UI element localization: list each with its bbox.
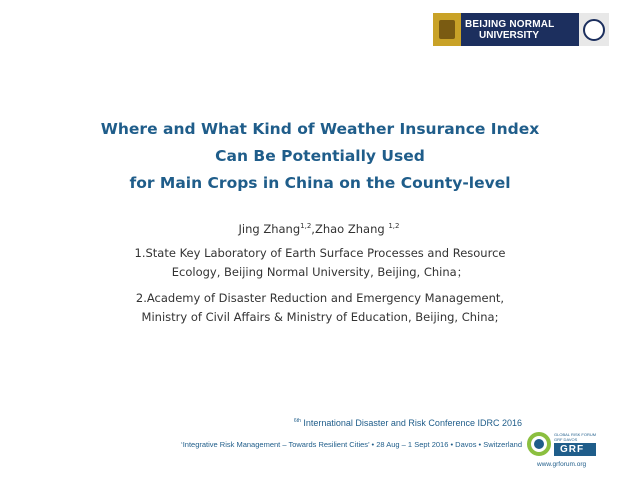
title-line-1: Where and What Kind of Weather Insurance Index xyxy=(100,120,540,138)
title-line-2: Can Be Potentially Used xyxy=(215,147,425,165)
slide-title xyxy=(40,116,600,197)
grf-label: GRF xyxy=(554,443,596,456)
author-1-affiliation-marker: 1,2 xyxy=(300,222,312,230)
author-2-name: Zhao Zhang xyxy=(314,222,389,236)
conference-subtitle: ‘Integrative Risk Management – Towards Resilient Cities’ • 28 Aug – 1 Sept 2016 • Davos • Switzerland xyxy=(181,440,522,449)
bnu-logo-text xyxy=(461,19,579,41)
author-2-affiliation-marker: 1,2 xyxy=(388,222,400,230)
bnu-logo-line1: BEIJING NORMAL xyxy=(465,18,555,30)
bnu-seal-icon xyxy=(579,13,609,46)
grf-small-line-2: GRF DAVOS xyxy=(554,437,578,442)
affiliation-2 xyxy=(60,289,580,327)
conference-title xyxy=(294,418,522,428)
grf-logo-text xyxy=(554,432,596,456)
bnu-logo-line2: UNIVERSITY xyxy=(479,29,540,41)
bnu-emblem-icon xyxy=(433,13,461,46)
conference-name: International Disaster and Risk Conference IDRC 2016 xyxy=(300,418,522,428)
grf-small-line-1: GLOBAL RISK FORUM xyxy=(554,432,597,437)
grf-logo xyxy=(527,428,609,460)
title-line-3: for Main Crops in China on the County-level xyxy=(129,174,511,192)
affiliation-1-line-1: 1.State Key Laboratory of Earth Surface Processes and Resource xyxy=(134,246,506,260)
affiliation-1-line-2: Ecology, Beijing Normal University, Beijing, China； xyxy=(171,265,469,279)
affiliation-2-line-2: Ministry of Civil Affairs & Ministry of Education, Beijing, China; xyxy=(141,310,499,324)
affiliation-1 xyxy=(60,244,580,282)
grf-globe-icon xyxy=(527,432,551,456)
beijing-normal-university-logo xyxy=(433,13,609,46)
grf-website-url: www.grforum.org xyxy=(537,461,587,468)
bnu-seal-ring xyxy=(583,19,605,41)
author-list xyxy=(0,222,638,236)
author-separator: , xyxy=(311,222,315,236)
conference-ordinal: 6th xyxy=(293,418,301,424)
affiliation-2-line-1: 2.Academy of Disaster Reduction and Emergency Management, xyxy=(135,291,505,305)
author-1-name: Jing Zhang xyxy=(238,222,301,236)
